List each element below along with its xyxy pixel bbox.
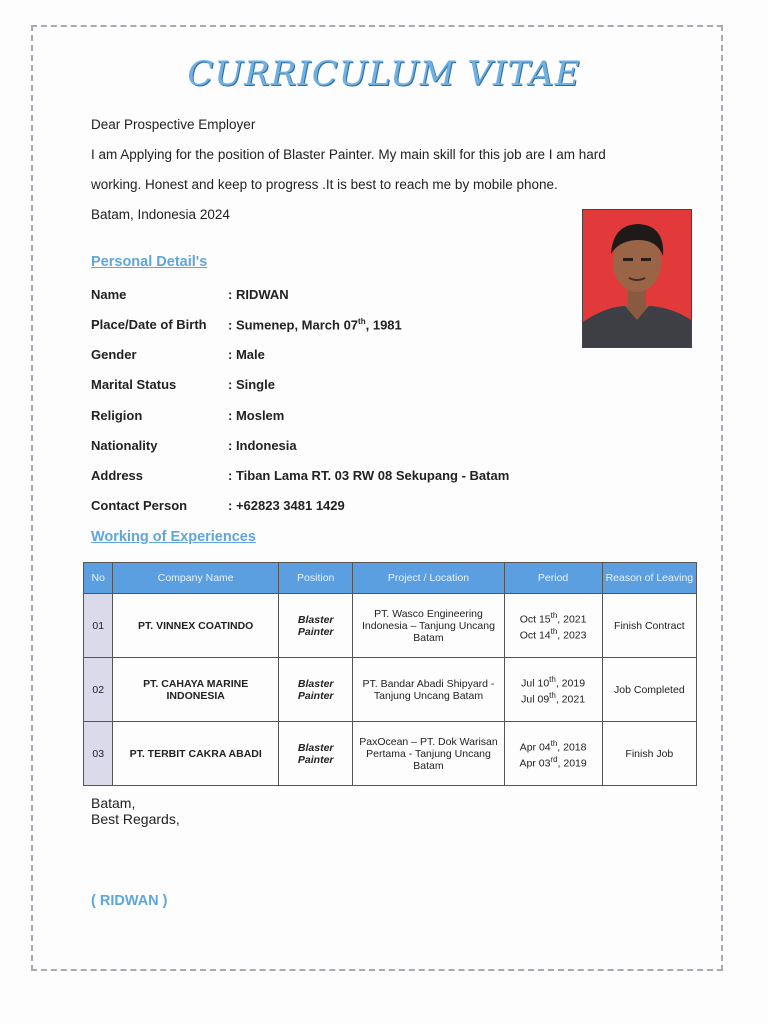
name-label: Name	[91, 287, 127, 302]
contact-label: Contact Person	[91, 498, 188, 513]
greeting: Dear Prospective Employer	[91, 117, 256, 132]
header-company: Company Name	[113, 563, 279, 594]
row-reason: Finish Job	[602, 722, 696, 786]
row-company: PT. VINNEX COATINDO	[113, 594, 279, 658]
page-title: CURRICULUM VITAE	[187, 54, 581, 94]
row-project: PT. Wasco Engineering Indonesia – Tanjung Uncang Batam	[353, 594, 504, 658]
nationality-value: : Indonesia	[228, 438, 297, 453]
gender-value: : Male	[228, 347, 265, 362]
name-value: : RIDWAN	[228, 287, 289, 302]
table-header-row	[84, 563, 697, 594]
gender-label: Gender	[91, 347, 137, 362]
address-label: Address	[91, 468, 144, 483]
closing-city: Batam,	[91, 795, 136, 811]
header-reason: Reason of Leaving	[602, 563, 696, 594]
birth-label: Place/Date of Birth	[91, 317, 207, 332]
experience-table	[83, 562, 697, 786]
row-no: 03	[84, 722, 113, 786]
birth-value: : Sumenep, March 07th, 1981	[228, 317, 402, 333]
marital-label: Marital Status	[91, 377, 177, 392]
table-row	[84, 658, 697, 722]
row-project: PT. Bandar Abadi Shipyard - Tanjung Uncang Batam	[353, 658, 504, 722]
closing-regards: Best Regards,	[91, 811, 180, 827]
person-portrait-icon	[583, 210, 691, 347]
religion-label: Religion	[91, 408, 143, 423]
place-date: Batam, Indonesia 2024	[91, 207, 230, 222]
row-reason: Job Completed	[602, 658, 696, 722]
row-position: Blaster Painter	[278, 722, 353, 786]
row-no: 02	[84, 658, 113, 722]
row-project: PaxOcean – PT. Dok Warisan Pertama - Tanjung Uncang Batam	[353, 722, 504, 786]
row-period: Oct 15th, 2021 Oct 14th, 2023	[504, 594, 602, 658]
experience-heading: Working of Experiences	[91, 529, 256, 545]
header-period: Period	[504, 563, 602, 594]
intro-line-1: I am Applying for the position of Blaster Painter. My main skill for this job are I am hard	[91, 147, 606, 162]
nationality-label: Nationality	[91, 438, 158, 453]
row-company: PT. TERBIT CAKRA ABADI	[113, 722, 279, 786]
row-no: 01	[84, 594, 113, 658]
header-project: Project / Location	[353, 563, 504, 594]
row-period: Apr 04th, 2018 Apr 03rd, 2019	[504, 722, 602, 786]
header-position: Position	[278, 563, 353, 594]
signature-name: ( RIDWAN )	[91, 893, 168, 909]
row-position: Blaster Painter	[278, 658, 353, 722]
row-position: Blaster Painter	[278, 594, 353, 658]
table-row	[84, 594, 697, 658]
profile-photo	[582, 209, 692, 348]
address-value: : Tiban Lama RT. 03 RW 08 Sekupang - Batam	[228, 468, 510, 483]
personal-details-heading: Personal Detail's	[91, 254, 208, 270]
religion-value: : Moslem	[228, 408, 285, 423]
row-reason: Finish Contract	[602, 594, 696, 658]
row-company: PT. CAHAYA MARINE INDONESIA	[113, 658, 279, 722]
contact-value: : +62823 3481 1429	[228, 498, 345, 513]
header-no: No	[84, 563, 113, 594]
marital-value: : Single	[228, 377, 275, 392]
row-period: Jul 10th, 2019 Jul 09th, 2021	[504, 658, 602, 722]
intro-line-2: working. Honest and keep to progress .It is best to reach me by mobile phone.	[91, 177, 558, 192]
table-row	[84, 722, 697, 786]
